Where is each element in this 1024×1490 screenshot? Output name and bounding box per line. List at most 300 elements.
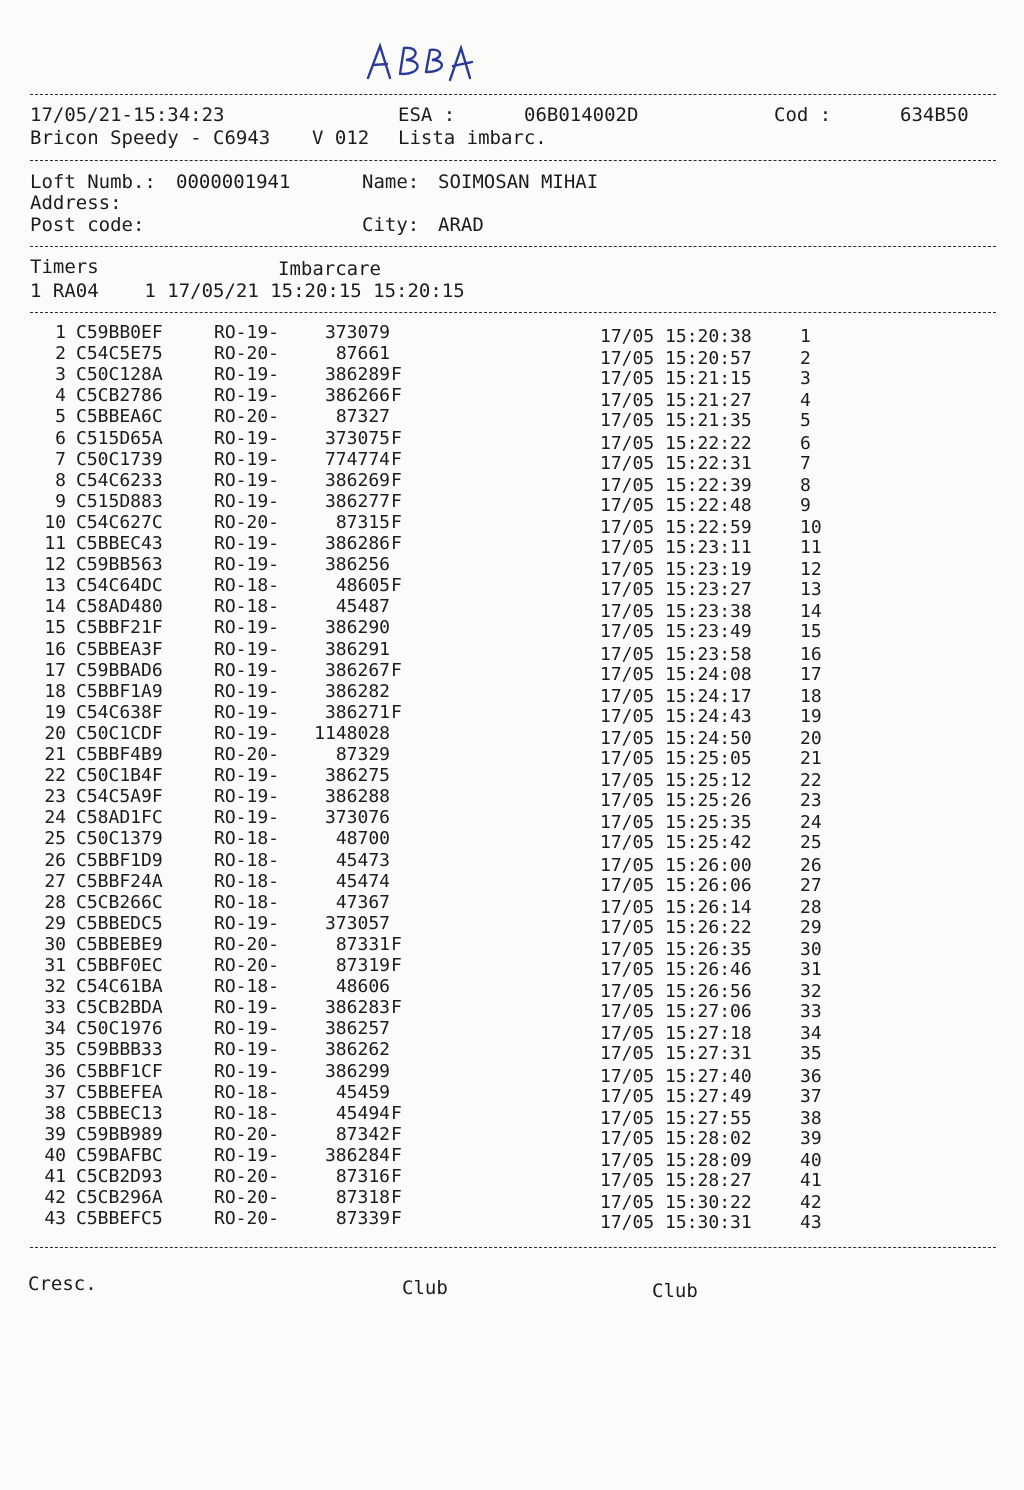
clock-time: 17/05 15:23:38 [600,601,752,623]
ring-country-year: RO-20- [214,1208,280,1230]
divider [30,1247,996,1248]
divider [30,246,996,247]
sex-flag: F [391,955,402,976]
list-item [0,828,1024,854]
arrival-rank: 8 [800,474,811,496]
clock-time: 17/05 15:28:02 [600,1127,752,1149]
ring-country-year: RO-19- [214,364,280,386]
ring-number: 87318 [335,1187,390,1209]
entry-index: 30 [44,933,66,955]
entry-index: 22 [44,765,66,787]
sex-flag: F [391,1208,402,1230]
ring-code: C5CB2D93 [76,1166,163,1187]
ring-code: C5CB296A [76,1187,163,1209]
ring-number: 386290 [324,617,390,639]
arrival-rank: 22 [800,770,822,792]
ring-code: C5BBF1A9 [76,680,163,702]
ring-code: C59BB989 [76,1123,163,1145]
entry-index: 18 [44,680,66,702]
ring-number: 386282 [324,680,390,702]
divider [30,160,996,161]
ring-country-year: RO-19- [214,680,280,702]
list-item [0,554,1024,581]
clock-time: 17/05 15:20:57 [600,348,752,370]
arrival-rank: 2 [800,348,811,370]
entry-index: 3 [55,364,66,386]
version: V 012 [312,127,370,149]
ring-country-year: RO-19- [214,786,280,808]
clock-time: 17/05 15:24:08 [600,663,752,685]
arrival-rank: 18 [800,685,822,707]
city-label: City: [362,214,420,236]
list-item [0,1187,1024,1214]
list-item [0,701,1024,727]
ring-code: C5BBF1D9 [76,849,163,871]
list-item [0,1102,1024,1129]
sex-flag: F [391,427,402,449]
arrival-rank: 3 [800,368,811,390]
ring-number: 87327 [335,406,390,428]
ring-number: 87315 [335,511,390,533]
clock-time: 17/05 15:22:48 [600,494,752,516]
sex-flag: F [391,511,402,533]
divider [30,312,996,313]
list-item [0,343,1024,370]
clock-time: 17/05 15:30:31 [600,1212,752,1234]
ring-country-year: RO-19- [214,765,280,787]
ring-number: 386256 [324,554,390,576]
postcode-label: Post code: [30,214,145,236]
entry-index: 1 [55,322,66,343]
sex-flag: F [391,1123,402,1145]
ring-number: 45487 [335,596,390,618]
list-item [0,385,1024,412]
ring-country-year: RO-20- [214,511,280,533]
ring-code: C5BBEBE9 [76,933,163,955]
arrival-rank: 37 [800,1085,822,1107]
arrival-rank: 39 [800,1127,822,1149]
list-item [0,680,1024,707]
city-value: ARAD [438,214,484,236]
ring-country-year: RO-18- [214,1102,280,1124]
entry-index: 17 [44,659,66,681]
ring-country-year: RO-19- [214,617,280,639]
sex-flag: F [391,659,402,681]
entry-index: 28 [44,891,66,913]
clock-time: 17/05 15:28:09 [600,1149,752,1171]
sex-flag: F [391,1166,402,1187]
clock-time: 17/05 15:22:39 [600,474,752,496]
ring-number: 45473 [335,849,390,871]
list-item [0,406,1024,432]
ring-code: C58AD480 [76,596,163,618]
clock-time: 17/05 15:27:31 [600,1043,752,1065]
arrival-rank: 41 [800,1170,822,1191]
arrival-rank: 26 [800,854,822,876]
ring-code: C54C6233 [76,469,163,491]
ring-code: C5BBF4B9 [76,744,163,765]
clock-time: 17/05 15:27:40 [600,1065,752,1087]
sex-flag: F [391,1144,402,1166]
list-item [0,807,1024,834]
timers-label: Timers [30,256,99,278]
list-item [0,490,1024,516]
ring-country-year: RO-20- [214,1166,280,1187]
arrival-rank: 14 [800,601,822,623]
ring-country-year: RO-19- [214,638,280,660]
ring-country-year: RO-18- [214,891,280,913]
arrival-rank: 11 [800,537,822,558]
handwritten-signature [360,38,480,88]
sex-flag: F [391,533,402,554]
ring-number: 48605 [335,575,390,597]
clock-time: 17/05 15:23:58 [600,643,752,665]
arrival-rank: 21 [800,748,822,769]
ring-country-year: RO-18- [214,849,280,871]
imbarcare-label: Imbarcare [278,258,381,280]
list-item [0,1144,1024,1171]
ring-country-year: RO-19- [214,912,280,934]
entry-index: 37 [44,1081,66,1103]
entry-index: 19 [44,701,66,723]
entry-index: 27 [44,870,66,892]
ring-code: C5BBF0EC [76,955,163,976]
list-item [0,533,1024,558]
list-item [0,1060,1024,1087]
ring-number: 774774 [324,448,390,470]
clock-time: 17/05 15:22:31 [600,452,752,474]
arrival-rank: 32 [800,981,822,1003]
entry-index: 2 [55,343,66,365]
address-label: Address: [30,192,122,214]
clock-time: 17/05 15:22:59 [600,516,752,538]
ring-code: C59BAFBC [76,1144,163,1166]
sex-flag: F [391,997,402,1019]
entry-index: 5 [55,406,66,428]
list-item [0,1123,1024,1149]
ring-code: C54C61BA [76,976,163,998]
divider [30,94,996,95]
clock-time: 17/05 15:24:50 [600,727,752,749]
arrival-rank: 28 [800,896,822,918]
arrival-rank: 9 [800,494,811,516]
list-item [0,744,1024,769]
entry-index: 40 [44,1144,66,1166]
ring-number: 45494 [335,1102,390,1124]
ring-code: C5CB2786 [76,385,163,407]
entry-index: 43 [44,1208,66,1230]
clock-time: 17/05 15:24:17 [600,685,752,707]
ring-code: C5BBF21F [76,617,163,639]
loft-number: 0000001941 [176,171,291,193]
ring-number: 87329 [335,744,390,765]
clock-time: 17/05 15:27:49 [600,1085,752,1107]
list-item [0,786,1024,812]
clock-time: 17/05 15:25:26 [600,790,752,812]
clock-time: 17/05 15:23:49 [600,621,752,643]
ring-code: C50C1379 [76,828,163,850]
entry-index: 9 [55,490,66,512]
print-timestamp: 17/05/21-15:34:23 [30,104,225,126]
sex-flag: F [391,448,402,470]
ring-country-year: RO-19- [214,659,280,681]
ring-country-year: RO-19- [214,554,280,576]
list-item [0,469,1024,496]
ring-code: C50C128A [76,364,163,386]
ring-number: 386284 [324,1144,390,1166]
ring-number: 386266 [324,385,390,407]
ring-code: C5BBEC43 [76,533,163,554]
ring-code: C54C627C [76,511,163,533]
arrival-rank: 23 [800,790,822,812]
list-item [0,511,1024,538]
ring-number: 1148028 [314,722,390,744]
list-item [0,364,1024,390]
cresc-label: Cresc. [28,1273,97,1295]
ring-code: C59BB0EF [76,322,163,343]
ring-code: C5BBF24A [76,870,163,892]
arrival-rank: 6 [800,432,811,454]
ring-country-year: RO-20- [214,406,280,428]
entry-index: 38 [44,1102,66,1124]
ring-country-year: RO-19- [214,722,280,744]
list-item [0,638,1024,665]
sex-flag: F [391,364,402,386]
ring-number: 48606 [335,976,390,998]
list-item [0,596,1024,623]
ring-country-year: RO-20- [214,1123,280,1145]
ring-code: C515D883 [76,490,163,512]
ring-country-year: RO-19- [214,533,280,554]
device-name: Bricon Speedy - C6943 [30,127,271,149]
ring-number: 386269 [324,469,390,491]
list-item [0,1166,1024,1191]
ring-code: C5BBEDC5 [76,912,163,934]
entry-index: 34 [44,1018,66,1040]
ring-code: C50C1B4F [76,765,163,787]
list-item [0,448,1024,474]
clock-time: 17/05 15:23:19 [600,559,752,581]
list-item [0,997,1024,1023]
entry-index: 6 [55,427,66,449]
ring-code: C5CB266C [76,891,163,913]
clock-time: 17/05 15:30:22 [600,1192,752,1214]
entry-index: 31 [44,955,66,976]
ring-number: 386291 [324,638,390,660]
ring-code: C5BBEC13 [76,1102,163,1124]
ring-country-year: RO-18- [214,828,280,850]
ring-number: 373076 [324,807,390,829]
arrival-rank: 17 [800,663,822,685]
entry-index: 33 [44,997,66,1019]
ring-country-year: RO-18- [214,575,280,597]
esa-label: ESA : [398,104,456,126]
cod-value: 634B50 [900,104,969,126]
entry-index: 36 [44,1060,66,1082]
ring-number: 373079 [324,322,390,343]
clock-time: 17/05 15:25:42 [600,832,752,854]
clock-time: 17/05 15:26:56 [600,981,752,1003]
arrival-rank: 34 [800,1023,822,1045]
sex-flag: F [391,385,402,407]
ring-country-year: RO-19- [214,1039,280,1061]
list-item [0,617,1024,643]
entry-index: 29 [44,912,66,934]
sex-flag: F [391,1187,402,1209]
entry-index: 4 [55,385,66,407]
clock-time: 17/05 15:21:27 [600,390,752,412]
ring-country-year: RO-20- [214,933,280,955]
ring-country-year: RO-18- [214,870,280,892]
clock-time: 17/05 15:26:06 [600,874,752,896]
ring-number: 45459 [335,1081,390,1103]
entry-index: 13 [44,575,66,597]
sex-flag: F [391,490,402,512]
ring-country-year: RO-19- [214,385,280,407]
clock-time: 17/05 15:26:00 [600,854,752,876]
sex-flag: F [391,701,402,723]
cod-label: Cod : [774,104,832,126]
ring-country-year: RO-18- [214,976,280,998]
arrival-rank: 38 [800,1107,822,1129]
sex-flag: F [391,933,402,955]
entry-index: 12 [44,554,66,576]
clock-time: 17/05 15:25:05 [600,748,752,769]
list-item [0,849,1024,876]
entry-index: 21 [44,744,66,765]
entry-index: 32 [44,976,66,998]
clock-time: 17/05 15:27:06 [600,1001,752,1023]
ring-number: 386267 [324,659,390,681]
clock-time: 17/05 15:26:46 [600,959,752,980]
arrival-rank: 19 [800,705,822,727]
document-type: Lista imbarc. [398,127,547,149]
ring-code: C54C5A9F [76,786,163,808]
entry-index: 25 [44,828,66,850]
ring-code: C50C1CDF [76,722,163,744]
list-item [0,870,1024,896]
ring-number: 373075 [324,427,390,449]
arrival-rank: 16 [800,643,822,665]
arrival-rank: 33 [800,1001,822,1023]
arrival-rank: 42 [800,1192,822,1214]
club-label-1: Club [402,1277,448,1299]
entry-index: 7 [55,448,66,470]
name-label: Name: [362,171,420,193]
ring-code: C5BBEFC5 [76,1208,163,1230]
list-item [0,1081,1024,1107]
list-item [0,933,1024,960]
ring-number: 87342 [335,1123,390,1145]
ring-code: C5BBEFEA [76,1081,163,1103]
entry-index: 15 [44,617,66,639]
entry-index: 24 [44,807,66,829]
arrival-rank: 36 [800,1065,822,1087]
list-item [0,659,1024,685]
arrival-rank: 7 [800,452,811,474]
ring-number: 87331 [335,933,390,955]
clock-time: 17/05 15:26:14 [600,896,752,918]
ring-country-year: RO-19- [214,448,280,470]
ring-number: 386288 [324,786,390,808]
club-label-2: Club [652,1280,698,1302]
ring-country-year: RO-19- [214,490,280,512]
clock-time: 17/05 15:27:55 [600,1107,752,1129]
arrival-rank: 13 [800,579,822,601]
ring-number: 386289 [324,364,390,386]
entry-index: 20 [44,722,66,744]
arrival-rank: 40 [800,1149,822,1171]
ring-country-year: RO-19- [214,1144,280,1166]
entry-index: 14 [44,596,66,618]
entry-index: 26 [44,849,66,871]
ring-code: C50C1739 [76,448,163,470]
sex-flag: F [391,575,402,597]
ring-code: C5CB2BDA [76,997,163,1019]
clock-time: 17/05 15:26:22 [600,916,752,938]
clock-time: 17/05 15:27:18 [600,1023,752,1045]
ring-number: 386277 [324,490,390,512]
list-item [0,1018,1024,1045]
ring-country-year: RO-19- [214,469,280,491]
arrival-rank: 43 [800,1212,822,1234]
entry-index: 42 [44,1187,66,1209]
ring-number: 48700 [335,828,390,850]
list-item [0,912,1024,938]
loft-label: Loft Numb.: [30,171,156,193]
arrival-rank: 25 [800,832,822,854]
list-item [0,955,1024,980]
arrival-rank: 15 [800,621,822,643]
arrival-rank: 12 [800,559,822,581]
entry-index: 41 [44,1166,66,1187]
clock-time: 17/05 15:22:22 [600,432,752,454]
list-item [0,322,1024,347]
entry-index: 16 [44,638,66,660]
list-item [0,575,1024,601]
list-item [0,765,1024,792]
ring-country-year: RO-19- [214,322,280,343]
list-item [0,1208,1024,1234]
arrival-rank: 1 [800,326,811,347]
ring-code: C50C1976 [76,1018,163,1040]
owner-name: SOIMOSAN MIHAI [438,171,599,193]
timer-line: 1 RA04 1 17/05/21 15:20:15 15:20:15 [30,280,465,302]
clock-time: 17/05 15:25:35 [600,812,752,834]
ring-country-year: RO-20- [214,955,280,976]
entry-index: 39 [44,1123,66,1145]
ring-country-year: RO-19- [214,701,280,723]
ring-code: C59BBAD6 [76,659,163,681]
arrival-rank: 5 [800,410,811,432]
ring-country-year: RO-18- [214,596,280,618]
clock-time: 17/05 15:26:35 [600,938,752,960]
ring-country-year: RO-20- [214,744,280,765]
ring-country-year: RO-19- [214,807,280,829]
ring-number: 386271 [324,701,390,723]
list-item [0,1039,1024,1065]
sex-flag: F [391,469,402,491]
clock-time: 17/05 15:21:35 [600,410,752,432]
ring-code: C59BBB33 [76,1039,163,1061]
ring-number: 386262 [324,1039,390,1061]
ring-code: C515D65A [76,427,163,449]
entry-index: 23 [44,786,66,808]
ring-number: 386286 [324,533,390,554]
ring-number: 47367 [335,891,390,913]
ring-country-year: RO-18- [214,1081,280,1103]
list-item [0,976,1024,1003]
